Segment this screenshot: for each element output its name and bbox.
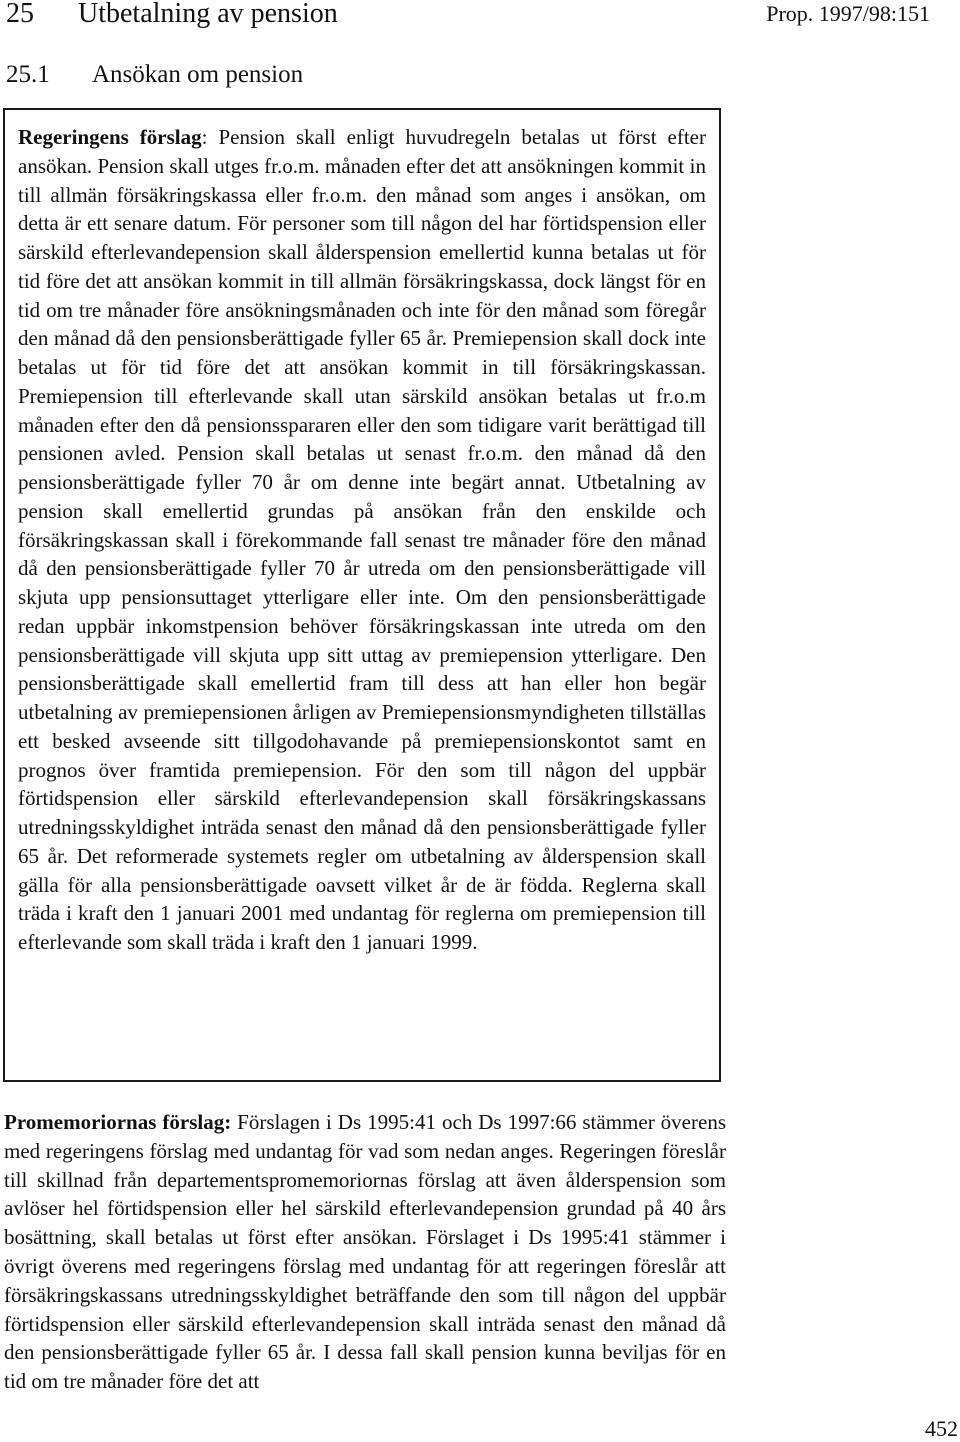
government-proposal-separator: : [201,125,208,149]
government-proposal-heading: Regeringens förslag [18,125,202,149]
chapter-title [6,0,338,32]
proposition-reference: Prop. 1997/98:151 [766,1,930,26]
page-number: 452 [925,1416,958,1441]
section-title [6,59,303,91]
chapter-number: 25 [6,0,34,29]
government-proposal-text: Pension skall enligt huvudregeln betalas ut först efter ansökan. Pension skall utges fr.o.m. månaden efter det att ansökningen kommit in till allmän försäkringskassa eller fr.o.m. den månad som anges i ansökan, om detta är ett senare datum. För personer som till någon del har förtidspension eller särskild efterlevandepension skall ålderspension emellertid kunna betalas ut för tid före det att ansökan kommit in till allmän försäkringskassa, dock längst för en tid om tre månader före ansökningsmånaden och inte för den månad som föregår den månad då den pensionsberättigade fyller 65 år. Premiepension skall dock inte betalas ut för tid före det att ansökan kommit in till försäkringskassan. Premiepension till efterlevande skall utan särskild ansökan betalas ut fr.o.m månaden efter den då pensionsspararen eller den som tidigare varit berättigad till pensionen avled. Pension skall betalas ut senast fr.o.m. den månad då den pensionsberättigade fyller 70 år om denne inte begärt annat. Utbetalning av pension skall emellertid grundas på ansökan från den enskilde och försäkringskassan skall i förekommande fall senast tre månader före den månad då den pensionsberättigade fyller 70 år utreda om den pensionsberättigade vill skjuta upp pensionsuttaget ytterligare eller inte. Om den pensionsberättigade redan uppbär inkomstpension behöver försäkringskassan inte utreda om den pensionsberättigade vill skjuta upp sitt uttag av premiepension ytterligare. Den pensionsberättigade skall emellertid fram till dess att han eller hon begär utbetalning av premiepensionen årligen av Premiepensionsmyndigheten tillställas ett besked avseende sitt tillgodohavande på premiepensionskontot samt en prognos över framtida premiepension. För den som till någon del uppbär förtidspension eller särskild efterlevandepension skall försäkringskassans utredningsskyldighet inträda senast den månad då den pensionsberättigade fyller 65 år. Det reformerade systemets regler om utbetalning av ålderspension skall gälla för alla pensionsberättigade oavsett vilket år de är födda. Reglerna skall träda i kraft den 1 januari 2001 med undantag för reglerna om premiepension till efterlevande som skall träda i kraft den 1 januari 1999. [18,125,706,954]
government-proposal-box [3,108,721,1082]
memoranda-proposal-text: Förslagen i Ds 1995:41 och Ds 1997:66 stämmer överens med regeringens förslag med undantag för vad som nedan anges. Regeringen föreslår till skillnad från departementspromemoriornas förslag att även ålderspension som avlöser hel förtidspension eller hel särskild efterlevandepension grundad på 40 års bosättning, skall betalas ut först efter ansökan. Förslaget i Ds 1995:41 stämmer i övrigt överens med regeringens förslag med undantag för att regeringen föreslår att försäkringskassans utredningsskyldighet beträffande den som till någon del uppbär förtidspension eller särskild efterlevandepension skall inträda senast den månad då den pensionsberättigade fyller 65 år. I dessa fall skall pension kunna beviljas för en tid om tre månader före det att [4,1110,726,1394]
chapter-title-text: Utbetalning av pension [78,0,338,29]
section-number: 25.1 [6,61,50,88]
memoranda-proposal-heading: Promemoriornas förslag: [4,1110,232,1134]
memoranda-proposal-paragraph [4,1108,726,1396]
section-title-text: Ansökan om pension [92,61,304,88]
government-proposal-paragraph [18,123,706,957]
